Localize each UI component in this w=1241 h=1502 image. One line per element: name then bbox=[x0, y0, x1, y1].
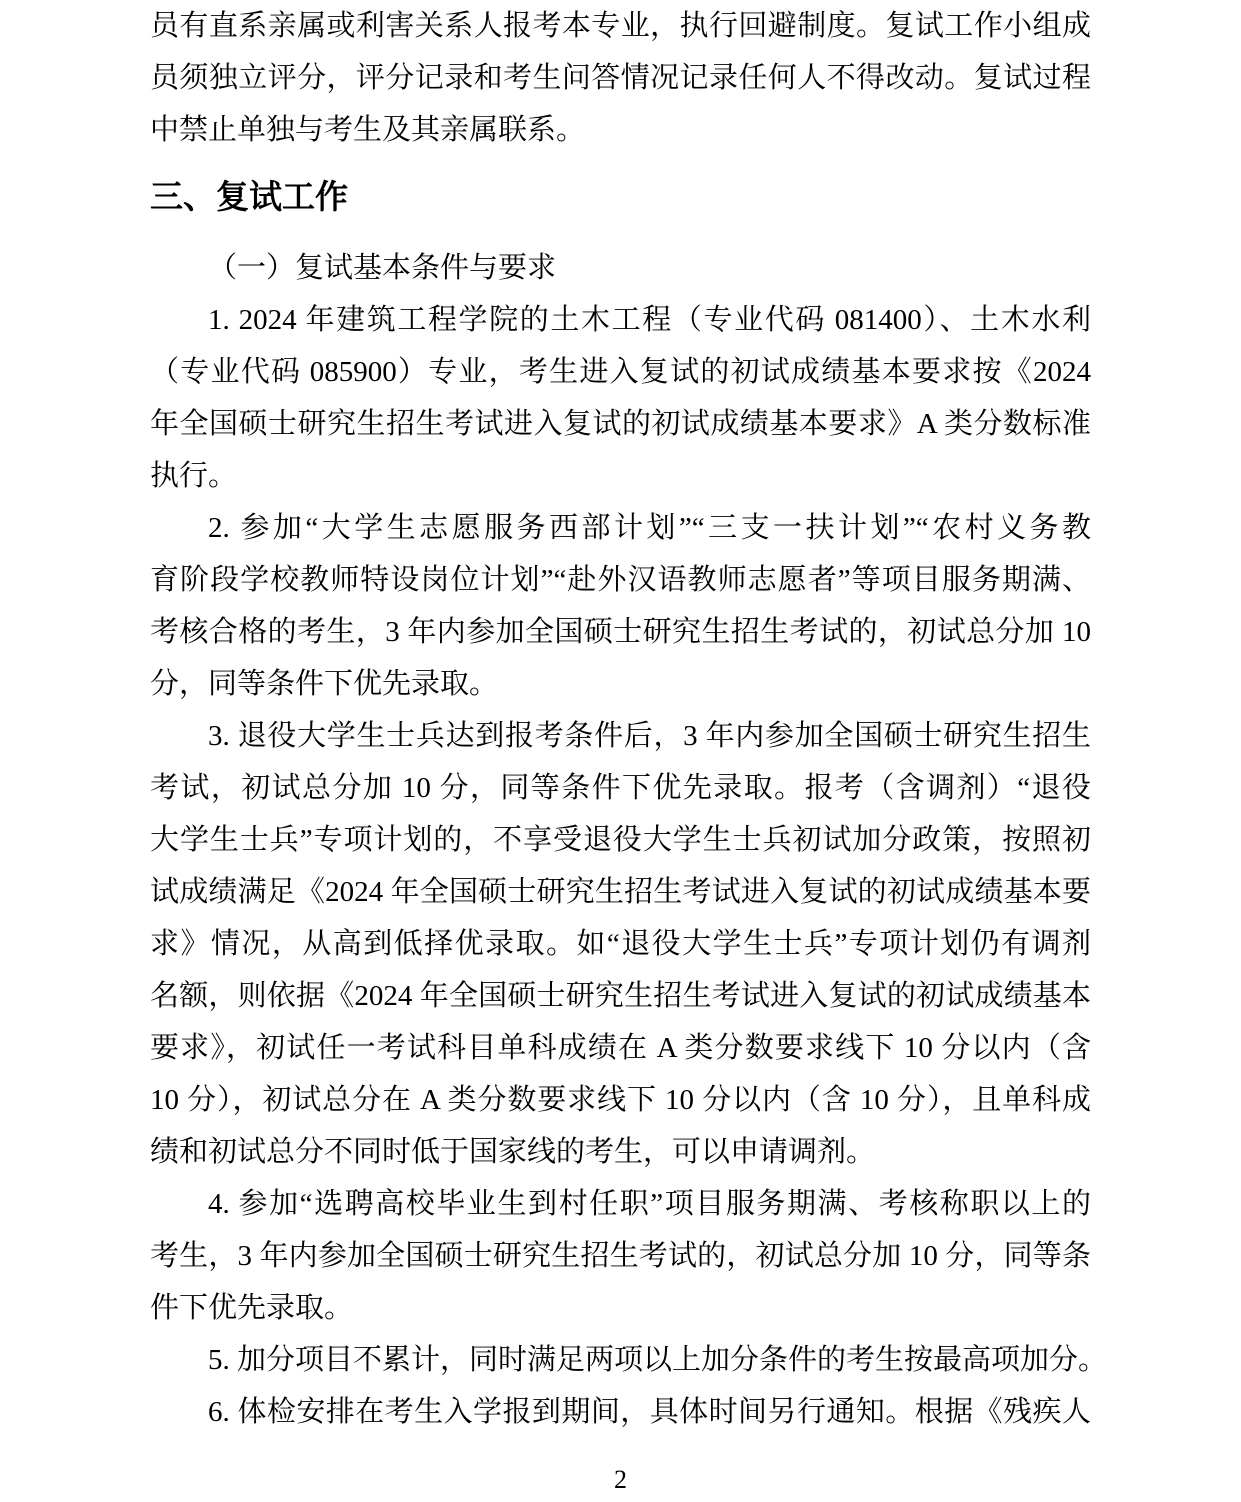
body-line: 3. 退役大学生士兵达到报考条件后，3 年内参加全国硕士研究生招生 bbox=[208, 720, 1091, 752]
body-line: 考生，3 年内参加全国硕士研究生招生考试的，初试总分加 10 分，同等条 bbox=[150, 1240, 1091, 1272]
body-line: 1. 2024 年建筑工程学院的土木工程（专业代码 081400）、土木水利 bbox=[208, 304, 1091, 336]
body-line: 2. 参加“大学生志愿服务西部计划”“三支一扶计划”“农村义务教 bbox=[208, 512, 1091, 544]
body-line: 要求》，初试任一考试科目单科成绩在 A 类分数要求线下 10 分以内（含 bbox=[150, 1032, 1091, 1064]
body-line: 绩和初试总分不同时低于国家线的考生，可以申请调剂。 bbox=[150, 1136, 876, 1168]
body-line: 求》情况，从高到低择优录取。如“退役大学生士兵”专项计划仍有调剂 bbox=[150, 928, 1091, 960]
body-line: 名额，则依据《2024 年全国硕士研究生招生考试进入复试的初试成绩基本 bbox=[150, 980, 1091, 1012]
body-line: 中禁止单独与考生及其亲属联系。 bbox=[150, 114, 586, 146]
body-line: （专业代码 085900）专业，考生进入复试的初试成绩基本要求按《2024 bbox=[150, 356, 1091, 388]
subsection-heading: （一）复试基本条件与要求 bbox=[208, 252, 557, 284]
body-line: 执行。 bbox=[150, 460, 238, 492]
body-line: 育阶段学校教师特设岗位计划”“赴外汉语教师志愿者”等项目服务期满、 bbox=[150, 564, 1091, 596]
body-line: 员有直系亲属或利害关系人报考本专业，执行回避制度。复试工作小组成 bbox=[150, 10, 1091, 42]
body-line: 考核合格的考生，3 年内参加全国硕士研究生招生考试的，初试总分加 10 bbox=[150, 616, 1091, 648]
body-line: 10 分），初试总分在 A 类分数要求线下 10 分以内（含 10 分），且单科成 bbox=[150, 1084, 1091, 1116]
body-line: 大学生士兵”专项计划的，不享受退役大学生士兵初试加分政策，按照初 bbox=[150, 824, 1091, 856]
body-line: 4. 参加“选聘高校毕业生到村任职”项目服务期满、考核称职以上的 bbox=[208, 1188, 1091, 1220]
body-line: 6. 体检安排在考生入学报到期间，具体时间另行通知。根据《残疾人 bbox=[208, 1396, 1091, 1428]
body-line: 5. 加分项目不累计，同时满足两项以上加分条件的考生按最高项加分。 bbox=[208, 1344, 1108, 1376]
body-line: 分，同等条件下优先录取。 bbox=[150, 668, 499, 700]
body-line: 考试，初试总分加 10 分，同等条件下优先录取。报考（含调剂）“退役 bbox=[150, 772, 1091, 804]
section-heading: 三、复试工作 bbox=[150, 178, 348, 215]
page-number: 2 bbox=[614, 1465, 627, 1494]
body-line: 员须独立评分，评分记录和考生问答情况记录任何人不得改动。复试过程 bbox=[150, 62, 1091, 94]
body-line: 件下优先录取。 bbox=[150, 1292, 354, 1324]
body-line: 年全国硕士研究生招生考试进入复试的初试成绩基本要求》A 类分数标准 bbox=[150, 408, 1091, 440]
body-line: 试成绩满足《2024 年全国硕士研究生招生考试进入复试的初试成绩基本要 bbox=[150, 876, 1091, 908]
document-body bbox=[150, 0, 1108, 1438]
